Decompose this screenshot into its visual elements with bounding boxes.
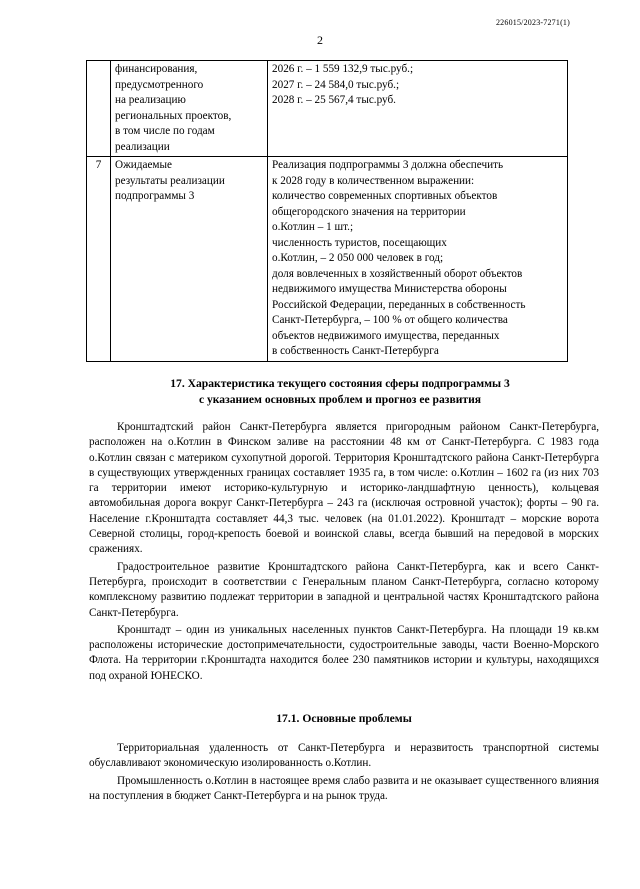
value-line: недвижимого имущества Министерства обороны [272,283,507,295]
table-row [87,157,568,362]
paragraph: Территориальная удаленность от Санкт-Петербурга и неразвитость транспортной системы обуславливают экономическую изолированность о.Котлин. [89,742,599,770]
section-17-title-line: 17. Характеристика текущего состояния сферы подпрограммы 3 [170,377,510,390]
page-number: 2 [317,33,323,47]
paragraph: Кронштадтский район Санкт-Петербурга является пригородным районом Санкт-Петербурга, расположен на о.Котлин в Финском заливе на расстоянии 48 км от Санкт-Петербурга. С 1983 года о.Котлин связан с материком сухопутной дорогой. Территория Кронштадтского района Санкт-Петербурга в существующих утвержденных границах составляет 1935 га, в том числе: о.Котлин – 1602 га (из них 703 га территории имеют историко-культурную и историко-ландшафтную ценность), кольцевая автомобильная дорога вокруг Санкт-Петербурга – 243 га (исключая островной участок); форты – 90 га. Население г.Кронштадта составляет 44,3 тыс. человек (на 01.01.2022). Кронштадт – морские ворота Северной столицы, город-крепость боевой и воинской славы, всегда бывший на передовой в морских сражениях. [89,421,599,556]
row-label [111,157,268,362]
value-line: Реализация подпрограммы 3 должна обеспечить [272,159,504,171]
section-17-title [120,376,560,408]
label-line: предусмотренного [115,78,204,91]
section-17-1-title: 17.1. Основные проблемы [276,712,412,725]
label-line: результаты реализации [115,174,225,187]
paragraph: Градостроительное развитие Кронштадтского района Санкт-Петербурга, как и всего Санкт-Петербурга, происходит в соответствии с Генеральным планом Санкт-Петербурга, согласно которому комплексному развитию подлежат территории в западной и центральной частях Кронштадтского района Санкт-Петербурга. [89,560,599,619]
paragraph: Кронштадт – один из уникальных населенных пунктов Санкт-Петербурга. На площади 19 кв.км расположены исторические достопримечательности, судостроительные заводы, части Военно-Морского Флота. На территории г.Кронштадта находится более 230 памятников истории и культуры, находящихся под охраной ЮНЕСКО. [89,623,599,682]
value-line: численность туристов, посещающих [272,236,447,249]
label-line: в том числе по годам [115,125,215,137]
value-line: о.Котлин – 1 шт.; [272,221,354,233]
program-passport-table [86,60,568,362]
paragraph: Промышленность о.Котлин в настоящее время слабо развита и не оказывает существенного влияния на поступления в бюджет Санкт-Петербурга и на рынок труда. [89,774,599,802]
value-line: объектов недвижимого имущества, переданных [272,329,500,342]
label-line: финансирования, [115,63,198,75]
section-17-body [89,420,599,686]
row-label [111,61,268,157]
value-line: к 2028 году в количественном выражении: [272,174,475,187]
label-line: Ожидаемые [115,159,172,171]
row-value [268,61,568,157]
row-number: 7 [87,157,111,362]
label-line: реализации [115,140,170,153]
label-line: на реализацию [115,94,186,106]
label-line: региональных проектов, [115,109,232,122]
label-line: подпрограммы 3 [115,190,195,202]
value-line: Санкт-Петербурга, – 100 % от общего количества [272,314,508,326]
value-line: доля вовлеченных в хозяйственный оборот объектов [272,267,523,280]
value-line: 2027 г. – 24 584,0 тыс.руб.; [272,78,400,91]
row-value [268,157,568,362]
value-line: 2026 г. – 1 559 132,9 тыс.руб.; [272,63,414,75]
value-line: количество современных спортивных объектов [272,190,498,202]
value-line: общегородского значения на территории [272,205,466,218]
value-line: Российской Федерации, переданных в собственность [272,298,526,311]
table-row [87,61,568,157]
row-number [87,61,111,157]
value-line: в собственность Санкт-Петербурга [272,345,439,357]
value-line: о.Котлин, – 2 050 000 человек в год; [272,252,444,264]
section-17-title-line: с указанием основных проблем и прогноз ее развития [198,393,482,406]
section-17-1-body [89,741,599,806]
document-id: 226015/2023-7271(1) [495,18,570,27]
value-line: 2028 г. – 25 567,4 тыс.руб. [272,94,396,106]
